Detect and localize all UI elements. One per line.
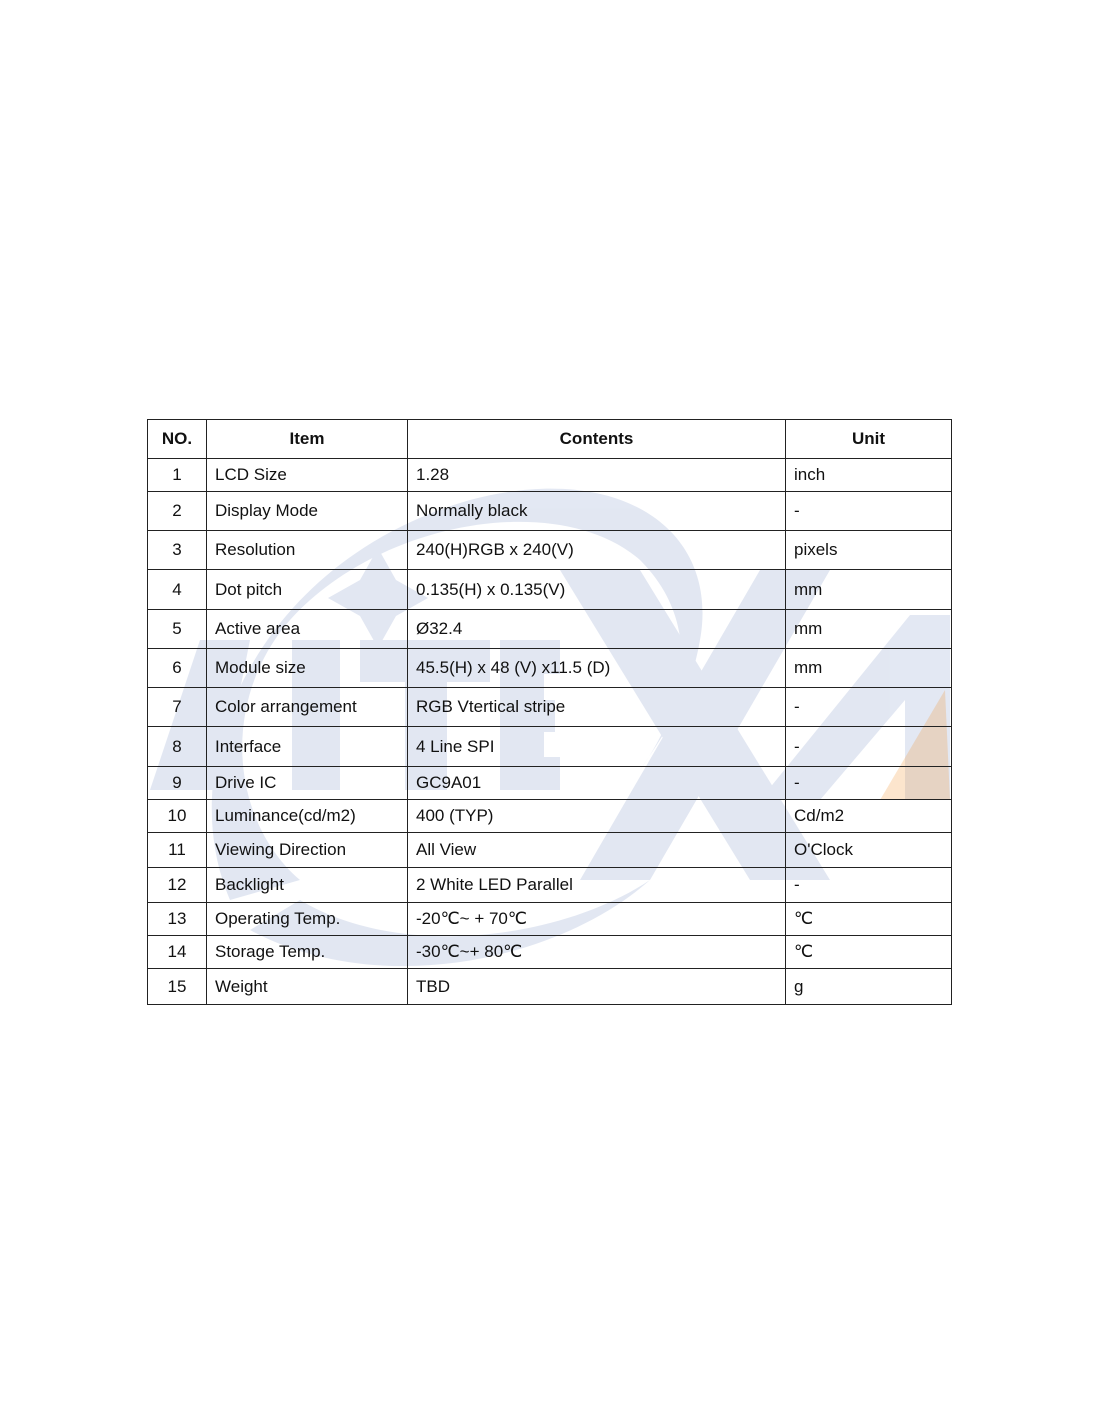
cell-contents: 1.28 [408, 459, 786, 492]
cell-item: Luminance(cd/m2) [207, 800, 408, 833]
table-row [148, 969, 952, 1005]
cell-item: Drive IC [207, 767, 408, 800]
cell-unit: g [786, 969, 952, 1005]
cell-unit: pixels [786, 531, 952, 570]
cell-contents: 400 (TYP) [408, 800, 786, 833]
cell-no: 3 [148, 531, 207, 570]
cell-no: 9 [148, 767, 207, 800]
cell-no: 13 [148, 903, 207, 936]
cell-item: Interface [207, 727, 408, 767]
cell-unit: - [786, 868, 952, 903]
table-row [148, 868, 952, 903]
header-unit: Unit [786, 420, 952, 459]
table-row [148, 936, 952, 969]
cell-unit: - [786, 727, 952, 767]
table-row [148, 800, 952, 833]
cell-contents: 4 Line SPI [408, 727, 786, 767]
cell-item: LCD Size [207, 459, 408, 492]
table-row [148, 649, 952, 688]
header-no: NO. [148, 420, 207, 459]
cell-no: 1 [148, 459, 207, 492]
cell-no: 12 [148, 868, 207, 903]
table-body [148, 459, 952, 1005]
cell-unit: mm [786, 570, 952, 610]
table-row [148, 727, 952, 767]
cell-item: Storage Temp. [207, 936, 408, 969]
cell-contents: RGB Vtertical stripe [408, 688, 786, 727]
table-row [148, 492, 952, 531]
cell-contents: Normally black [408, 492, 786, 531]
table-row [148, 833, 952, 868]
table-row [148, 688, 952, 727]
table-row [148, 570, 952, 610]
cell-unit: Cd/m2 [786, 800, 952, 833]
cell-item: Viewing Direction [207, 833, 408, 868]
cell-item: Display Mode [207, 492, 408, 531]
cell-no: 4 [148, 570, 207, 610]
cell-unit: inch [786, 459, 952, 492]
table-row [148, 767, 952, 800]
cell-item: Active area [207, 610, 408, 649]
cell-no: 7 [148, 688, 207, 727]
table-row [148, 610, 952, 649]
cell-unit: mm [786, 649, 952, 688]
header-contents: Contents [408, 420, 786, 459]
table-row [148, 531, 952, 570]
table-row [148, 459, 952, 492]
cell-item: Color arrangement [207, 688, 408, 727]
cell-contents: Ø32.4 [408, 610, 786, 649]
header-item: Item [207, 420, 408, 459]
cell-unit: mm [786, 610, 952, 649]
cell-item: Backlight [207, 868, 408, 903]
cell-unit: - [786, 688, 952, 727]
cell-no: 5 [148, 610, 207, 649]
cell-item: Operating Temp. [207, 903, 408, 936]
cell-no: 14 [148, 936, 207, 969]
cell-contents: All View [408, 833, 786, 868]
spec-table [147, 419, 952, 1005]
cell-item: Dot pitch [207, 570, 408, 610]
cell-item: Module size [207, 649, 408, 688]
table-row [148, 903, 952, 936]
cell-unit: ℃ [786, 936, 952, 969]
table-header-row [148, 420, 952, 459]
cell-no: 11 [148, 833, 207, 868]
cell-item: Weight [207, 969, 408, 1005]
cell-unit: ℃ [786, 903, 952, 936]
cell-no: 10 [148, 800, 207, 833]
cell-contents: 45.5(H) x 48 (V) x11.5 (D) [408, 649, 786, 688]
cell-unit: - [786, 767, 952, 800]
cell-unit: O'Clock [786, 833, 952, 868]
cell-contents: -20℃~ + 70℃ [408, 903, 786, 936]
cell-contents: TBD [408, 969, 786, 1005]
cell-contents: 0.135(H) x 0.135(V) [408, 570, 786, 610]
cell-no: 6 [148, 649, 207, 688]
cell-item: Resolution [207, 531, 408, 570]
cell-contents: 240(H)RGB x 240(V) [408, 531, 786, 570]
cell-contents: GC9A01 [408, 767, 786, 800]
cell-contents: 2 White LED Parallel [408, 868, 786, 903]
cell-unit: - [786, 492, 952, 531]
cell-no: 2 [148, 492, 207, 531]
cell-no: 15 [148, 969, 207, 1005]
cell-contents: -30℃~+ 80℃ [408, 936, 786, 969]
cell-no: 8 [148, 727, 207, 767]
